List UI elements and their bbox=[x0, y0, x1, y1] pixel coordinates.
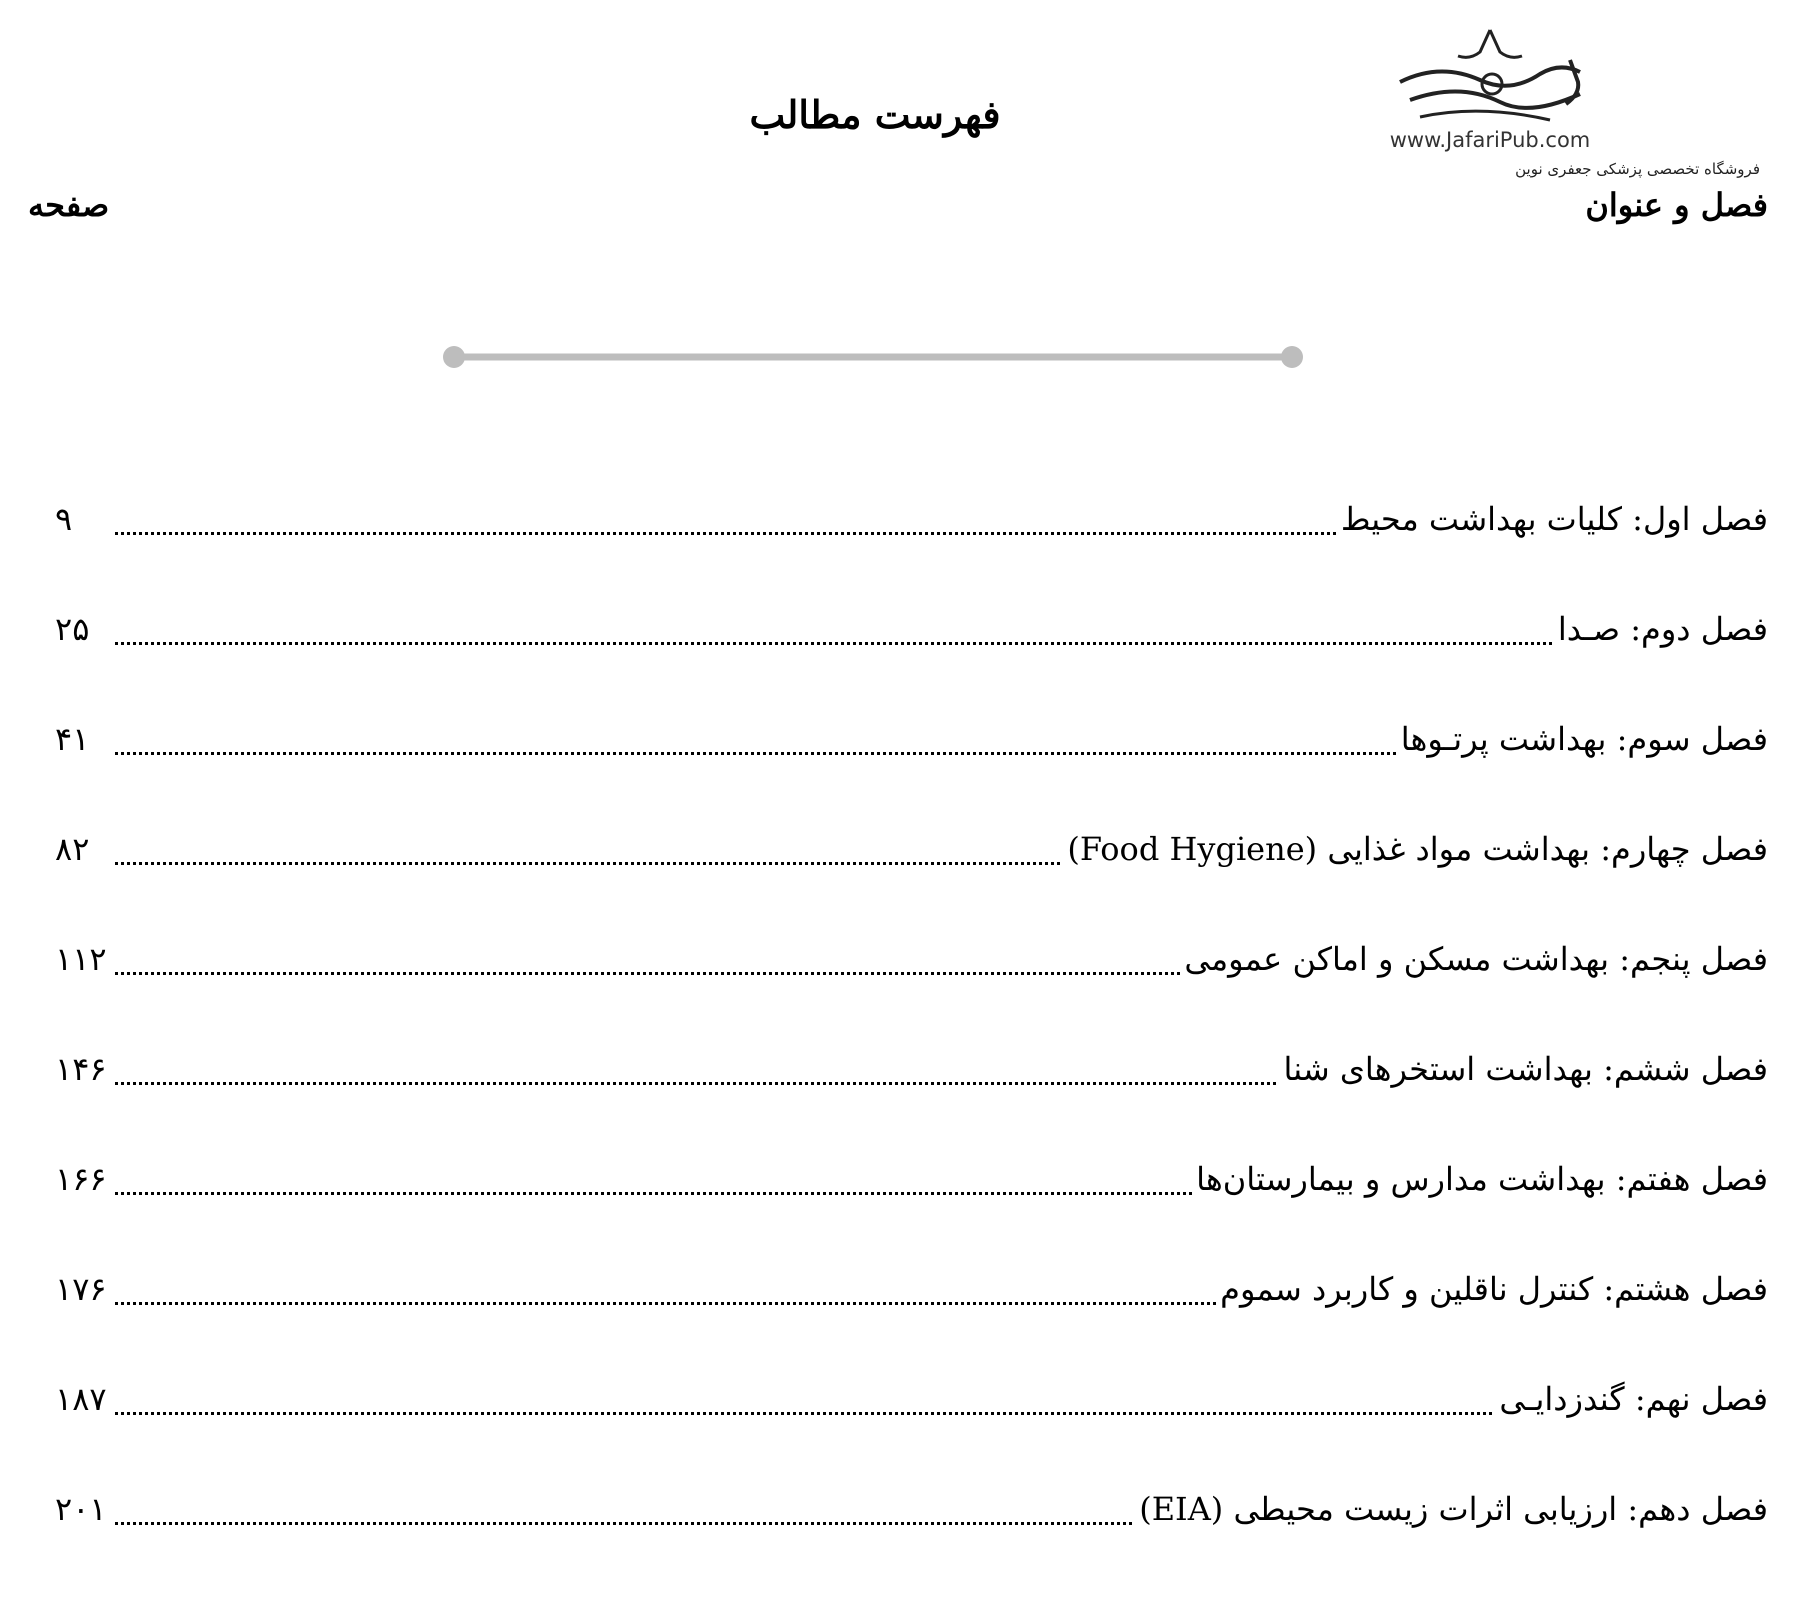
toc-entry-title: فصل پنجم: بهداشت مسکن و اماکن عمومی bbox=[1180, 940, 1768, 978]
toc-row bbox=[55, 610, 1768, 720]
toc-entry-title: فصل چهارم: بهداشت مواد غذایی (Food Hygiene) bbox=[1063, 830, 1768, 868]
toc-row bbox=[55, 500, 1768, 610]
toc-entry-page: ۱۸۷ bbox=[55, 1380, 115, 1418]
toc-row bbox=[55, 1160, 1768, 1270]
toc-entry-page: ۸۲ bbox=[55, 830, 97, 868]
toc-entry-page: ۹ bbox=[55, 500, 80, 538]
toc-entry-page: ۲۵ bbox=[55, 610, 97, 648]
toc-entry-page: ۴۱ bbox=[55, 720, 97, 758]
chapter-column-header: فصل و عنوان bbox=[1585, 186, 1768, 224]
toc-entry-title: فصل هفتم: بهداشت مدارس و بیمارستان‌ها bbox=[1192, 1160, 1768, 1198]
page-column-header: صفحه bbox=[28, 186, 110, 224]
decorative-divider bbox=[442, 345, 1304, 369]
toc-entry-page: ۱۶۶ bbox=[55, 1160, 115, 1198]
toc-entry-title: فصل سوم: بهداشت پرتـوها bbox=[1397, 720, 1768, 758]
toc-entry-page: ۱۴۶ bbox=[55, 1050, 115, 1088]
toc-entry-page: ۲۰۱ bbox=[55, 1490, 115, 1528]
toc-row bbox=[55, 1050, 1768, 1160]
toc-entry-title: فصل هشتم: کنترل ناقلین و کاربرد سموم bbox=[1216, 1270, 1768, 1308]
dot-leader bbox=[115, 642, 1768, 645]
table-of-contents bbox=[55, 500, 1768, 1600]
toc-entry-title: فصل ششم: بهداشت استخرهای شنا bbox=[1279, 1050, 1768, 1088]
toc-row bbox=[55, 940, 1768, 1050]
toc-entry-page: ۱۱۲ bbox=[55, 940, 115, 978]
toc-entry-page: ۱۷۶ bbox=[55, 1270, 115, 1308]
toc-row bbox=[55, 830, 1768, 940]
toc-row bbox=[55, 720, 1768, 830]
toc-row bbox=[55, 1490, 1768, 1600]
toc-entry-title: فصل دهم: ارزیابی اثرات زیست محیطی (EIA) bbox=[1135, 1490, 1768, 1528]
logo-url: www.JafariPub.com bbox=[1389, 128, 1591, 152]
toc-entry-title: فصل دوم: صـدا bbox=[1554, 610, 1768, 648]
toc-entry-title: فصل اول: کلیات بهداشت محیط bbox=[1337, 500, 1768, 538]
page-title: فهرست مطالب bbox=[749, 92, 1001, 137]
logo-tagline: فروشگاه تخصصی پزشکی جعفری نوین bbox=[1515, 160, 1760, 178]
toc-entry-title: فصل نهم: گندزدایـی bbox=[1495, 1380, 1768, 1418]
toc-row bbox=[55, 1380, 1768, 1490]
toc-row bbox=[55, 1270, 1768, 1380]
